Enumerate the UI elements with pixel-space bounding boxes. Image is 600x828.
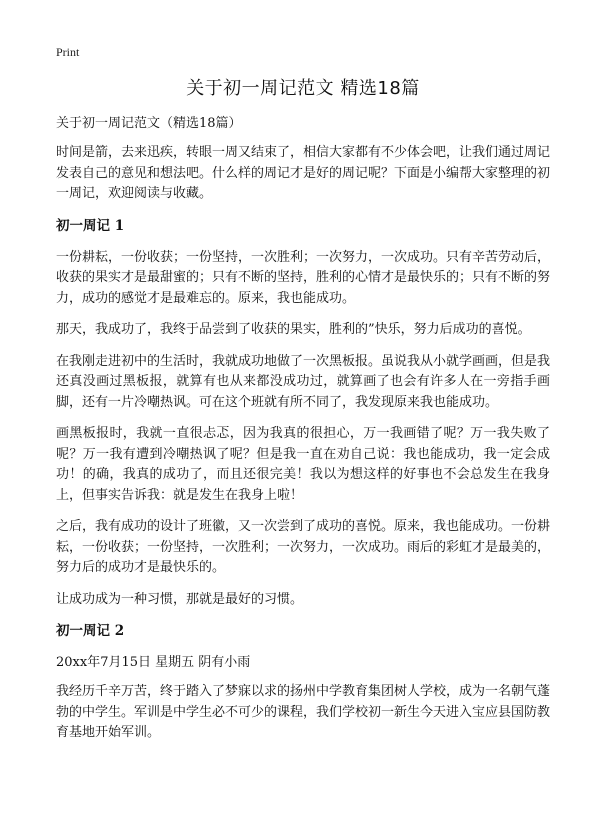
paragraph: 在我刚走进初中的生活时，我就成功地做了一次黑板报。虽说我从小就学画画，但是我还真没画过黑板报，就算有也从来都没成功过，就算画了也会有许多人在一旁指手画脚，还有一片冷嘲热讽。可在这个班就有所不同了，我发现原来我也能成功。 [56, 353, 551, 410]
paragraph: 一份耕耘，一份收获；一份坚持，一次胜利；一次努力，一次成功。只有辛苦劳动后，收获的果实才是最甜蜜的；只有不断的坚持，胜利的心情才是最快乐的；只有不断的努力，成功的感觉才是最难忘的。原来，我也能成功。 [56, 249, 551, 306]
paragraph: 画黑板报时，我就一直很忐忑，因为我真的很担心，万一我画错了呢？万一我失败了呢？万一我有遭到冷嘲热讽了呢？但是我一直在劝自己说：我也能成功，我一定会成功！的确，我真的成功了，而且还很完美！我以为想这样的好事也不会总发生在我身上，但事实告诉我：就是发生在我身上啦！ [56, 426, 550, 503]
section-heading: 初一周记 1 [56, 217, 125, 234]
paragraph: 让成功成为一种习惯，那就是最好的习惯。 [56, 591, 304, 607]
print-label[interactable]: Print [56, 45, 80, 59]
intro-paragraph: 时间是箭，去来迅疾，转眼一周又结束了，相信大家都有不少体会吧，让我们通过周记发表自己的意见和想法吧。什么样的周记才是好的周记呢？下面是小编帮大家整理的初一周记，欢迎阅读与收藏。 [56, 145, 551, 201]
date-line: 20xx年7月15日 星期五 阴有小雨 [56, 655, 251, 670]
paragraph: 之后，我有成功的设计了班徽，又一次尝到了成功的喜悦。原来，我也能成功。一份耕耘，一份收获；一份坚持，一次胜利；一次努力，一次成功。雨后的彩虹才是最美的，努力后的成功才是最快乐的。 [56, 519, 551, 575]
document-page [56, 44, 550, 755]
paragraph: 我经历千辛万苦，终于踏入了梦寐以求的扬州中学教育集团树人学校，成为一名朝气蓬勃的中学生。军训是中学生必不可少的课程，我们学校初一新生今天进入宝应县国防教育基地开始军训。 [56, 684, 551, 740]
section-1 [56, 216, 550, 611]
document-subtitle: 关于初一周记范文（精选18篇） [56, 116, 242, 131]
document-title: 关于初一周记范文 精选18篇 [186, 78, 420, 99]
section-heading: 初一周记 2 [56, 623, 125, 639]
paragraph: 那天，我成功了，我终于品尝到了收获的果实，胜利的”快乐，努力后成功的喜悦。 [56, 322, 531, 337]
section-2 [56, 621, 550, 744]
